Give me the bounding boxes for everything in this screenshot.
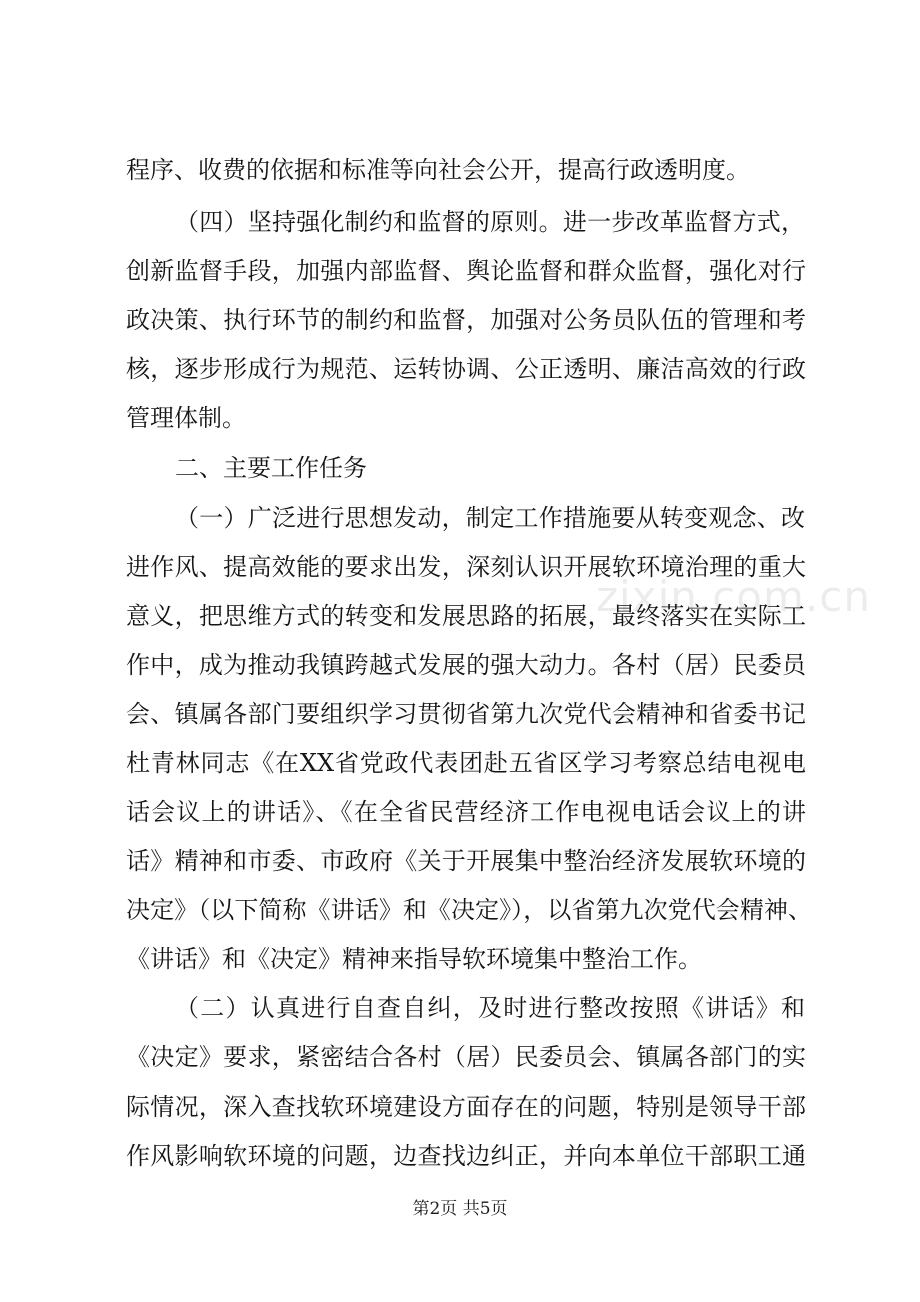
text-line: 二、主要工作任务 [175, 454, 367, 482]
text-line: 进作风、提高效能的要求出发，深刻认识开展软环境治理的重大 [126, 553, 806, 581]
text-line: （四）坚持强化制约和监督的原则。进一步改革监督方式， [175, 208, 805, 236]
text-line: 作风影响软环境的问题，边查找边纠正，并向本单位干部职工通 [126, 1142, 806, 1170]
text-line: 话会议上的讲话》、《在全省民营经济工作电视电话会议上的讲 [126, 798, 806, 826]
text-line: 《讲话》和《决定》精神来指导软环境集中整治工作。 [126, 945, 702, 973]
text-line: 决定》（以下简称《讲话》和《决定》），以省第九次党代会精神、 [126, 896, 812, 924]
text-line: 核，逐步形成行为规范、运转协调、公正透明、廉洁高效的行政 [126, 355, 806, 383]
text-line: 杜青林同志《在XX省党政代表团赴五省区学习考察总结电视电 [126, 749, 806, 777]
text-line: 管理体制。 [126, 404, 246, 432]
text-line: （二）认真进行自查自纠，及时进行整改按照《讲话》和 [175, 994, 805, 1022]
text-line: 作中，成为推动我镇跨越式发展的强大动力。各村（居）民委员 [126, 651, 806, 679]
text-line: 政决策、执行环节的制约和监督，加强对公务员队伍的管理和考 [126, 306, 806, 334]
text-line: 话》精神和市委、市政府《关于开展集中整治经济发展软环境的 [126, 847, 806, 875]
text-line: 意义，把思维方式的转变和发展思路的拓展，最终落实在实际工 [126, 602, 806, 630]
text-line: 会、镇属各部门要组织学习贯彻省第九次党代会精神和省委书记 [126, 700, 806, 728]
text-line: 程序、收费的依据和标准等向社会公开，提高行政透明度。 [126, 156, 750, 184]
text-line: 创新监督手段，加强内部监督、舆论监督和群众监督，强化对行 [126, 257, 806, 285]
page-footer: 第2页 共5页 [412, 1199, 508, 1219]
text-line: 际情况，深入查找软环境建设方面存在的问题，特别是领导干部 [126, 1093, 806, 1121]
text-line: （一）广泛进行思想发动，制定工作措施要从转变观念、改 [175, 504, 805, 532]
text-line: 《决定》要求，紧密结合各村（居）民委员会、镇属各部门的实 [126, 1043, 806, 1071]
watermark: zixin.com.cn [596, 572, 871, 621]
